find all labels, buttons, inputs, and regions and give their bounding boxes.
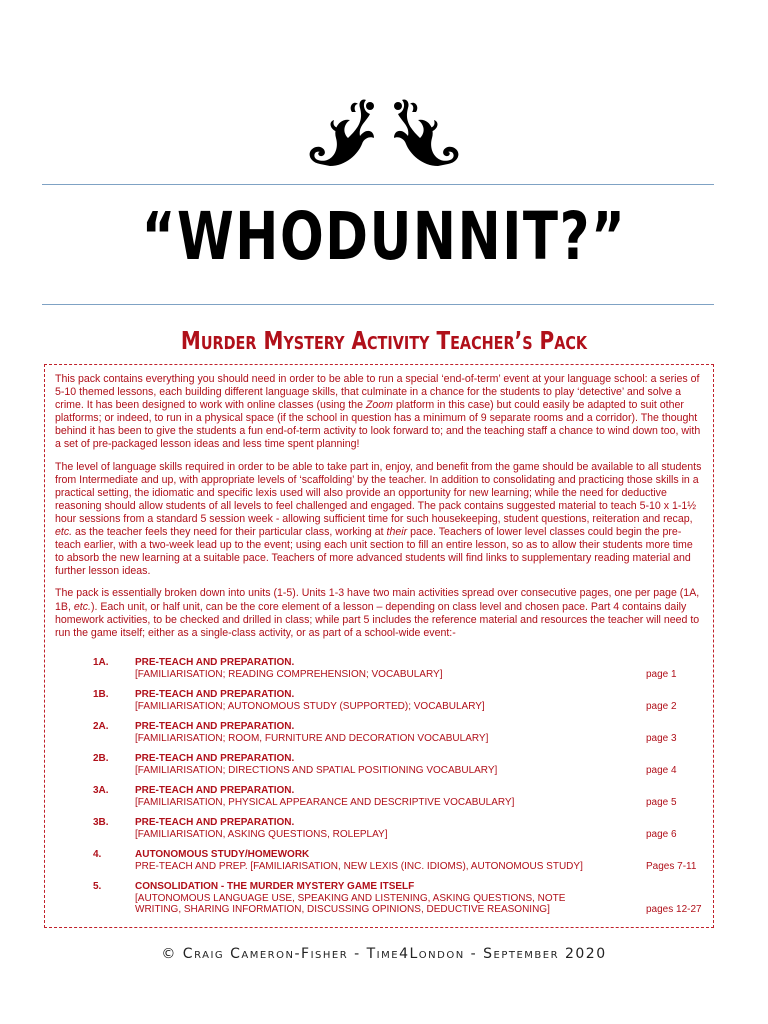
unit-detail: [FAMILIARISATION, PHYSICAL APPEARANCE AND DESCRIPTIVE VOCABULARY] — [135, 796, 515, 808]
unit-detail: [FAMILIARISATION; DIRECTIONS AND SPATIAL POSITIONING VOCABULARY] — [135, 764, 498, 776]
unit-page: page 4 — [646, 764, 677, 776]
unit-number: 1B. — [93, 689, 109, 700]
unit-detail: [FAMILIARISATION; READING COMPREHENSION; VOCABULARY] — [135, 668, 443, 680]
list-item — [83, 849, 703, 872]
page-subtitle: Murder Mystery Activity Teacher’s Pack — [180, 326, 588, 355]
intro-paragraph-3: The pack is essentially broken down into units (1-5). Units 1-3 have two main activities spread over consecutive pages, one per page (1A, 1B, etc.). Each unit, or half unit, can be the core element of a lesson – depending on class level and chosen pace. Part 4 contains daily homework activities, to be checked and drilled in class; while part 5 includes the reference material and resources the teacher will need to run the game itself; either as a single-class activity, or as part of a school-wide event:- — [55, 587, 700, 639]
list-item — [83, 881, 703, 916]
list-item — [83, 785, 703, 808]
unit-title: AUTONOMOUS STUDY/HOMEWORK — [135, 849, 310, 860]
unit-number: 5. — [93, 881, 102, 892]
footer-credit: © Craig Cameron-Fisher - Time4London - September 2020 — [161, 946, 607, 962]
unit-title: PRE-TEACH AND PREPARATION. — [135, 753, 295, 764]
unit-number: 2B. — [93, 753, 109, 764]
unit-detail: [FAMILIARISATION; ROOM, FURNITURE AND DECORATION VOCABULARY] — [135, 732, 489, 744]
unit-page: page 1 — [646, 668, 677, 680]
unit-number: 2A. — [93, 721, 109, 732]
unit-page: page 3 — [646, 732, 677, 744]
title-top-rule — [42, 184, 714, 185]
unit-number: 4. — [93, 849, 102, 860]
list-item — [83, 657, 703, 680]
list-item — [83, 753, 703, 776]
unit-page: page 6 — [646, 828, 677, 840]
unit-page: page 2 — [646, 700, 677, 712]
list-item — [83, 817, 703, 840]
unit-detail: PRE-TEACH AND PREP. [FAMILIARISATION, NEW LEXIS (INC. IDIOMS), AUTONOMOUS STUDY] — [135, 860, 583, 872]
title-bottom-rule — [42, 304, 714, 305]
unit-number: 3A. — [93, 785, 109, 796]
content-box — [44, 364, 714, 928]
unit-title: PRE-TEACH AND PREPARATION. — [135, 657, 295, 668]
fleur-ornament-icon — [300, 92, 468, 182]
unit-title: PRE-TEACH AND PREPARATION. — [135, 817, 295, 828]
unit-detail: [AUTONOMOUS LANGUAGE USE, SPEAKING AND LISTENING, ASKING QUESTIONS, NOTE WRITING, SHARING INFORMATION, DISCUSSING OPINIONS, DEDUCTIVE REASONING] — [135, 892, 566, 915]
intro-paragraph-1: This pack contains everything you should need in order to be able to run a special ‘end-of-term’ event at your language school: a series of 5-10 themed lessons, each building different language skills, that culminate in a chance for the students to play ‘detective’ and solve a crime. It has been designed to work with online classes (using the Zoom platform in this case) but could easily be adapted to suit other platforms; or indeed, to run in a physical space (if the school in question has a minimum of 9 separate rooms and a corridor). The thought behind it has been to give the students a fun end-of-term activity to look forward to; and the teaching staff a chance to wind down too, with a set of pre-packaged lesson ideas and less time spent planning! — [55, 373, 701, 451]
unit-detail: [FAMILIARISATION, ASKING QUESTIONS, ROLEPLAY] — [135, 828, 388, 840]
unit-title: PRE-TEACH AND PREPARATION. — [135, 785, 295, 796]
unit-number: 3B. — [93, 817, 109, 828]
unit-number: 1A. — [93, 657, 109, 668]
unit-title: CONSOLIDATION - THE MURDER MYSTERY GAME ITSELF — [135, 881, 415, 892]
unit-title: PRE-TEACH AND PREPARATION. — [135, 721, 295, 732]
unit-page: page 5 — [646, 796, 677, 808]
unit-page: Pages 7-11 — [646, 860, 697, 872]
unit-page: pages 12-27 — [646, 904, 702, 915]
unit-title: PRE-TEACH AND PREPARATION. — [135, 689, 295, 700]
intro-section — [55, 373, 703, 640]
page-title: “WHODUNNIT?” — [141, 198, 627, 275]
list-item — [83, 689, 703, 712]
intro-paragraph-2: The level of language skills required in order to be able to take part in, enjoy, and benefit from the game should be available to all students from Intermediate and up, with appropriate levels of ‘scaffolding’ by the teacher. In addition to consolidating and practicing those skills in a practical setting, the idiomatic and specific lexis used will also provide an opportunity for new learning; while the need for deductive reasoning should allow students of all levels to feel challenged and engaged. The pack contains suggested material to teach 5-10 x 1-1½ hour sessions from a standard 5 session week - allowing sufficient time for such housekeeping, student questions, reiteration and recap, etc. as the teacher feels they need for their particular class, working at their pace. Teachers of lower level classes could begin the pre-teach earlier, with a two-week lead up to the event; using each unit section to fill an entire lesson, so as to allow their students more time to absorb the new learning at a suitable pace. Teachers of more advanced students will find links to supplementary reading material and further lesson ideas. — [55, 460, 702, 578]
units-list — [83, 657, 703, 925]
unit-detail: [FAMILIARISATION; AUTONOMOUS STUDY (SUPPORTED); VOCABULARY] — [135, 700, 485, 712]
list-item — [83, 721, 703, 744]
